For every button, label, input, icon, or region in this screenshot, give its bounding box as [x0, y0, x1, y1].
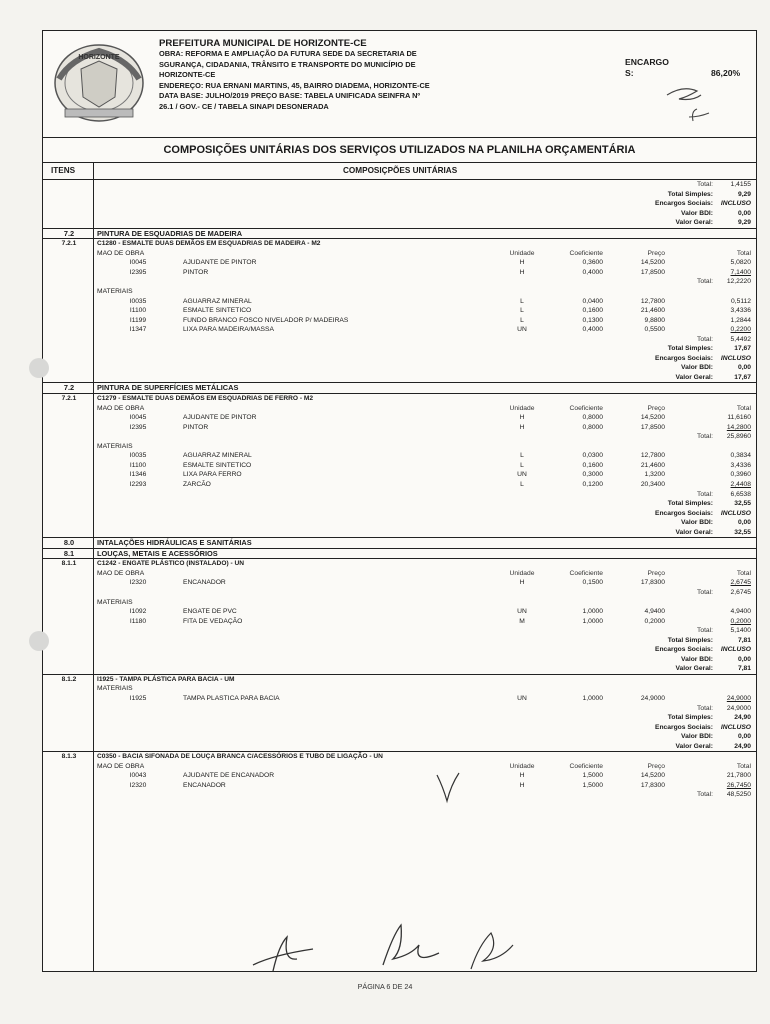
summary-label: Total Simples: — [667, 636, 713, 644]
table-row — [43, 180, 756, 190]
table-row — [43, 393, 756, 404]
input-code: I0035 — [129, 297, 147, 305]
input-name: AJUDANTE DE PINTOR — [183, 414, 257, 422]
item-description: C1280 - ESMALTE DUAS DEMÃOS EM ESQUADRIAS DE MADEIRA - M2 — [97, 240, 321, 248]
input-name: AGUARRAZ MINERAL — [183, 452, 252, 460]
input-code: I0043 — [129, 772, 147, 780]
encargo-value: 86,20% — [711, 68, 741, 78]
summary-value: 24,90 — [734, 714, 751, 722]
subtotal-value: 25,8960 — [726, 433, 751, 441]
item-number: 7.2.1 — [61, 240, 77, 248]
summary-value: INCLUSO — [720, 509, 751, 517]
input-price: 4,9400 — [644, 608, 665, 616]
header-line-4: ENDEREÇO: RUA ERNANI MARTINS, 45, BAIRRO DIADEMA, HORIZONTE-CE — [159, 80, 430, 90]
col-coeficiente: Coeficiente — [569, 762, 603, 770]
table-row — [43, 442, 756, 452]
col-unidade: Unidade — [509, 569, 535, 577]
document-page — [42, 30, 757, 972]
table-row — [43, 423, 756, 433]
document-header — [43, 31, 756, 138]
composition-rows — [43, 180, 756, 800]
table-row — [43, 277, 756, 287]
summary-value: 24,90 — [734, 742, 751, 750]
col-preco: Preço — [647, 762, 665, 770]
table-row — [43, 316, 756, 326]
table-row — [43, 413, 756, 423]
col-total: Total — [736, 249, 751, 257]
input-coefficient: 0,4000 — [582, 326, 603, 334]
summary-value: 0,00 — [737, 364, 751, 372]
table-row — [43, 287, 756, 297]
item-description: C1279 - ESMALTE DUAS DEMÃOS EM ESQUADRIAS DE FERRO - M2 — [97, 395, 314, 403]
table-row — [43, 694, 756, 704]
item-description: PINTURA DE SUPERFÍCIES METÁLICAS — [97, 383, 239, 393]
input-unit: L — [520, 452, 524, 460]
summary-value: INCLUSO — [720, 354, 751, 362]
table-row — [43, 548, 756, 559]
input-unit: UN — [517, 694, 527, 702]
header-line-2: SGURANÇA, CIDADANIA, TRÂNSITO E TRANSPORTE DO MUNICÍPIO DE — [159, 59, 416, 69]
input-name: ENCANADOR — [183, 579, 226, 587]
input-coefficient: 0,3000 — [582, 471, 603, 479]
input-total: 14,2800 — [726, 423, 751, 431]
input-code: I2293 — [129, 480, 147, 488]
summary-label: Valor BDI: — [681, 209, 713, 217]
table-row — [43, 636, 756, 646]
input-total: 1,2844 — [730, 316, 751, 324]
summary-value: 7,81 — [737, 665, 751, 673]
table-row — [43, 537, 756, 548]
item-description: INTALAÇÕES HIDRÁULICAS E SANITÁRIAS — [97, 538, 252, 548]
group-label: MATERIAIS — [97, 288, 133, 296]
input-unit: L — [520, 297, 524, 305]
table-row — [43, 325, 756, 335]
input-coefficient: 1,0000 — [582, 617, 603, 625]
summary-label: Valor BDI: — [681, 364, 713, 372]
table-row — [43, 655, 756, 665]
item-description: I1925 - TAMPA PLÁSTICA PARA BACIA - UM — [97, 675, 235, 683]
summary-label: Encargos Sociais: — [655, 200, 713, 208]
table-row — [43, 607, 756, 617]
input-code: I1100 — [129, 307, 147, 315]
table-row — [43, 713, 756, 723]
encargo-label: ENCARGO — [625, 57, 669, 67]
input-coefficient: 1,5000 — [582, 772, 603, 780]
subtotal-value: 2,6745 — [730, 588, 751, 596]
input-total: 7,1400 — [730, 268, 751, 276]
input-code: I0045 — [129, 414, 147, 422]
summary-value: INCLUSO — [720, 646, 751, 654]
municipal-seal-logo — [51, 39, 147, 127]
input-coefficient: 0,8000 — [582, 423, 603, 431]
col-preco: Preço — [647, 249, 665, 257]
input-price: 14,5200 — [640, 772, 665, 780]
input-total: 11,6160 — [727, 414, 751, 422]
header-line-3: HORIZONTE-CE — [159, 70, 216, 80]
punch-hole — [29, 358, 49, 378]
input-total: 21,7800 — [726, 772, 751, 780]
summary-value: 17,67 — [734, 373, 751, 381]
input-price: 9,8800 — [644, 316, 665, 324]
input-price: 14,5200 — [640, 259, 665, 267]
input-coefficient: 1,0000 — [582, 694, 603, 702]
input-code: I2395 — [129, 268, 147, 276]
table-row — [43, 451, 756, 461]
table-row — [43, 684, 756, 694]
input-unit: UN — [517, 326, 527, 334]
table-row — [43, 781, 756, 791]
input-coefficient: 1,5000 — [582, 781, 603, 789]
page-number: PÁGINA 6 DE 24 — [357, 982, 413, 991]
handwritten-initials-icon — [653, 61, 713, 131]
summary-value: 17,67 — [734, 345, 751, 353]
input-name: ENCANADOR — [183, 781, 226, 789]
input-unit: H — [519, 414, 525, 422]
encargo-label-2: S: — [625, 68, 634, 78]
col-coeficiente: Coeficiente — [569, 404, 603, 412]
col-preco: Preço — [647, 404, 665, 412]
input-total: 24,9000 — [726, 694, 751, 702]
group-label: MATERIAIS — [97, 685, 133, 693]
item-description: PINTURA DE ESQUADRIAS DE MADEIRA — [97, 228, 243, 238]
subtotal-label: Total: — [697, 704, 713, 712]
table-row — [43, 470, 756, 480]
input-name: PINTOR — [183, 268, 209, 276]
input-unit: UN — [517, 471, 527, 479]
subtotal-value: 5,4492 — [730, 335, 751, 343]
input-name: LIXA PARA MADEIRA/MASSA — [183, 326, 274, 334]
input-price: 21,4600 — [640, 461, 665, 469]
input-total: 2,6745 — [730, 579, 751, 587]
summary-value: 0,00 — [737, 733, 751, 741]
table-row — [43, 480, 756, 490]
header-line-1: OBRA: REFORMA E AMPLIAÇÃO DA FUTURA SEDE DA SECRETARIA DE — [159, 49, 417, 58]
item-number: 8.1 — [63, 548, 75, 558]
table-row — [43, 723, 756, 733]
table-row — [43, 199, 756, 209]
table-row — [43, 664, 756, 674]
col-unidade: Unidade — [509, 404, 535, 412]
column-composicoes: COMPOSIÇPÕES UNITÁRIAS — [343, 166, 458, 175]
summary-label: Encargos Sociais: — [655, 646, 713, 654]
input-total: 2,4408 — [730, 480, 751, 488]
group-label: MAO DE OBRA — [97, 404, 145, 412]
input-price: 20,3400 — [640, 480, 665, 488]
table-row — [43, 518, 756, 528]
punch-hole — [29, 631, 49, 651]
summary-value: 32,55 — [734, 528, 751, 536]
table-row — [43, 373, 756, 383]
subtotal-value: 12,2220 — [726, 278, 751, 286]
summary-label: Valor BDI: — [681, 733, 713, 741]
table-row — [43, 751, 756, 762]
summary-value: 0,00 — [737, 655, 751, 663]
table-row — [43, 598, 756, 608]
summary-label: Valor Geral: — [675, 373, 713, 381]
input-total: 0,3960 — [730, 471, 751, 479]
subtotal-value: 5,1400 — [730, 627, 751, 635]
input-coefficient: 0,0300 — [582, 452, 603, 460]
header-line-0: PREFEITURA MUNICIPAL DE HORIZONTE-CE — [159, 38, 367, 49]
input-price: 0,2000 — [644, 617, 665, 625]
item-number: 8.1.2 — [61, 675, 77, 683]
table-row — [43, 363, 756, 373]
table-row — [43, 528, 756, 538]
table-row — [43, 382, 756, 393]
input-price: 17,8300 — [640, 781, 665, 789]
summary-label: Total Simples: — [667, 714, 713, 722]
table-row — [43, 674, 756, 685]
input-unit: H — [519, 423, 525, 431]
table-row — [43, 771, 756, 781]
table-row — [43, 588, 756, 598]
summary-value: 32,55 — [734, 500, 751, 508]
summary-value: 9,29 — [737, 219, 751, 227]
input-coefficient: 0,1600 — [582, 461, 603, 469]
input-price: 17,8500 — [640, 423, 665, 431]
subtotal-label: Total: — [697, 791, 713, 799]
handwritten-mark-icon — [433, 767, 463, 807]
table-row — [43, 762, 756, 772]
input-unit: H — [519, 772, 525, 780]
document-title: COMPOSIÇÕES UNITÁRIAS DOS SERVIÇOS UTILIZADOS NA PLANILHA ORÇAMENTÁRIA — [43, 138, 756, 163]
input-price: 12,7800 — [640, 297, 665, 305]
input-code: I1180 — [129, 617, 147, 625]
input-name: LIXA PARA FERRO — [183, 471, 242, 479]
group-label: MAO DE OBRA — [97, 569, 145, 577]
column-header — [43, 163, 756, 180]
input-unit: L — [520, 316, 524, 324]
input-price: 24,9000 — [640, 694, 665, 702]
table-row — [43, 742, 756, 752]
item-description: LOUÇAS, METAIS E ACESSÓRIOS — [97, 548, 218, 558]
group-label: MATERIAIS — [97, 598, 133, 606]
input-total: 3,4336 — [730, 307, 751, 315]
input-price: 1,3200 — [644, 471, 665, 479]
input-total: 0,2000 — [730, 617, 751, 625]
item-number: 8.1.1 — [61, 560, 77, 568]
table-row — [43, 704, 756, 714]
table-row — [43, 499, 756, 509]
input-code: I2320 — [129, 579, 147, 587]
subtotal-label: Total: — [697, 490, 713, 498]
summary-label: Valor Geral: — [675, 528, 713, 536]
input-coefficient: 0,1300 — [582, 316, 603, 324]
input-code: I1925 — [129, 694, 147, 702]
item-number: 7.2 — [63, 228, 75, 238]
input-name: ESMALTE SINTETICO — [183, 461, 252, 469]
col-coeficiente: Coeficiente — [569, 249, 603, 257]
table-row — [43, 190, 756, 200]
input-unit: H — [519, 579, 525, 587]
input-code: I2320 — [129, 781, 147, 789]
input-coefficient: 1,0000 — [582, 608, 603, 616]
item-number: 7.2 — [63, 383, 75, 393]
input-unit: H — [519, 268, 525, 276]
input-price: 12,7800 — [640, 452, 665, 460]
input-name: ZARCÃO — [183, 480, 211, 488]
input-code: I0035 — [129, 452, 147, 460]
table-row — [43, 490, 756, 500]
table-row — [43, 404, 756, 414]
input-name: TAMPA PLASTICA PARA BACIA — [183, 694, 280, 702]
col-preco: Preço — [647, 569, 665, 577]
table-row — [43, 617, 756, 627]
col-total: Total — [736, 404, 751, 412]
input-unit: L — [520, 480, 524, 488]
table-row — [43, 258, 756, 268]
input-total: 3,4336 — [730, 461, 751, 469]
summary-label: Encargos Sociais: — [655, 509, 713, 517]
input-unit: H — [519, 259, 525, 267]
input-name: FITA DE VEDAÇÃO — [183, 617, 243, 625]
input-coefficient: 0,8000 — [582, 414, 603, 422]
input-unit: H — [519, 781, 525, 789]
col-unidade: Unidade — [509, 249, 535, 257]
svg-text:HORIZONTE: HORIZONTE — [78, 54, 120, 61]
table-row — [43, 558, 756, 569]
column-itens: ITENS — [51, 166, 76, 175]
table-row — [43, 461, 756, 471]
input-coefficient: 0,0400 — [582, 297, 603, 305]
table-row — [43, 238, 756, 249]
input-coefficient: 0,1200 — [582, 480, 603, 488]
input-name: AGUARRAZ MINERAL — [183, 297, 252, 305]
table-row — [43, 569, 756, 579]
summary-value: 0,00 — [737, 209, 751, 217]
input-name: AJUDANTE DE ENCANADOR — [183, 772, 275, 780]
subtotal-label: Total: — [697, 335, 713, 343]
summary-label: Encargos Sociais: — [655, 723, 713, 731]
summary-value: 0,00 — [737, 519, 751, 527]
summary-value: 7,81 — [737, 636, 751, 644]
subtotal-value: 24,9000 — [726, 704, 751, 712]
table-row — [43, 354, 756, 364]
input-coefficient: 0,3600 — [582, 259, 603, 267]
input-coefficient: 0,1500 — [582, 579, 603, 587]
table-row — [43, 306, 756, 316]
input-name: PINTOR — [183, 423, 209, 431]
input-total: 0,2200 — [730, 326, 751, 334]
input-code: I1347 — [129, 326, 147, 334]
input-name: ESMALTE SINTETICO — [183, 307, 252, 315]
group-label: MATERIAIS — [97, 442, 133, 450]
item-number: 7.2.1 — [61, 395, 77, 403]
input-unit: L — [520, 461, 524, 469]
summary-label: Valor Geral: — [675, 742, 713, 750]
summary-value: 9,29 — [737, 190, 751, 198]
summary-label: Total Simples: — [667, 345, 713, 353]
table-row — [43, 626, 756, 636]
input-price: 17,8500 — [640, 268, 665, 276]
input-total: 26,7450 — [726, 781, 751, 789]
table-row — [43, 268, 756, 278]
input-total: 0,3834 — [730, 452, 751, 460]
input-code: I0045 — [129, 259, 147, 267]
summary-value: INCLUSO — [720, 200, 751, 208]
subtotal-label: Total: — [697, 627, 713, 635]
input-code: I1100 — [129, 461, 147, 469]
input-code: I1346 — [129, 471, 147, 479]
input-coefficient: 0,1600 — [582, 307, 603, 315]
subtotal-value: 48,5250 — [726, 791, 751, 799]
signatures-icon — [243, 915, 523, 975]
item-number: 8.0 — [63, 538, 75, 548]
col-total: Total — [736, 569, 751, 577]
input-code: I1199 — [129, 316, 147, 324]
subtotal-label: Total: — [697, 181, 713, 188]
summary-value: INCLUSO — [720, 723, 751, 731]
subtotal-label: Total: — [697, 588, 713, 596]
summary-label: Valor Geral: — [675, 219, 713, 227]
subtotal-value: 1,4155 — [730, 181, 751, 188]
group-label: MAO DE OBRA — [97, 762, 145, 770]
table-row — [43, 790, 756, 800]
table-row — [43, 209, 756, 219]
table-row — [43, 432, 756, 442]
table-row — [43, 218, 756, 228]
table-row — [43, 509, 756, 519]
table-row — [43, 249, 756, 259]
table-row — [43, 297, 756, 307]
col-unidade: Unidade — [509, 762, 535, 770]
input-name: FUNDO BRANCO FOSCO NIVELADOR P/ MADEIRAS — [183, 316, 349, 324]
summary-label: Valor BDI: — [681, 655, 713, 663]
table-row — [43, 335, 756, 345]
item-description: C1242 - ENGATE PLÁSTICO (INSTALADO) - UN — [97, 560, 245, 568]
input-code: I2395 — [129, 423, 147, 431]
subtotal-label: Total: — [697, 433, 713, 441]
col-coeficiente: Coeficiente — [569, 569, 603, 577]
summary-label: Valor Geral: — [675, 665, 713, 673]
group-label: MAO DE OBRA — [97, 249, 145, 257]
input-coefficient: 0,4000 — [582, 268, 603, 276]
input-price: 14,5200 — [640, 414, 665, 422]
header-line-5: DATA BASE: JULHO/2019 PREÇO BASE: TABELA UNIFICADA SEINFRA Nº — [159, 91, 421, 101]
input-price: 0,5500 — [644, 326, 665, 334]
input-total: 5,0820 — [730, 259, 751, 267]
summary-label: Encargos Sociais: — [655, 354, 713, 362]
input-price: 21,4600 — [640, 307, 665, 315]
subtotal-value: 6,6538 — [730, 490, 751, 498]
table-row — [43, 645, 756, 655]
table-row — [43, 732, 756, 742]
summary-label: Total Simples: — [667, 500, 713, 508]
input-name: ENGATE DE PVC — [183, 608, 237, 616]
input-total: 4,9400 — [730, 608, 751, 616]
col-total: Total — [736, 762, 751, 770]
table-row — [43, 228, 756, 239]
input-price: 17,8300 — [640, 579, 665, 587]
summary-label: Total Simples: — [667, 190, 713, 198]
table-row — [43, 344, 756, 354]
input-name: AJUDANTE DE PINTOR — [183, 259, 257, 267]
table-row — [43, 578, 756, 588]
input-unit: L — [520, 307, 524, 315]
item-number: 8.1.3 — [61, 753, 77, 761]
item-description: C0350 - BACIA SIFONADA DE LOUÇA BRANCA C/ACESSÓRIOS E TUBO DE LIGAÇÃO - UN — [97, 753, 383, 761]
input-total: 0,5112 — [731, 297, 751, 305]
header-text — [159, 38, 599, 113]
input-unit: UN — [517, 608, 527, 616]
input-code: I1092 — [129, 608, 147, 616]
summary-label: Valor BDI: — [681, 519, 713, 527]
input-unit: M — [519, 617, 525, 625]
subtotal-label: Total: — [697, 278, 713, 286]
header-line-6: 26.1 / GOV.- CE / TABELA SINAPI DESONERADA — [159, 101, 329, 111]
